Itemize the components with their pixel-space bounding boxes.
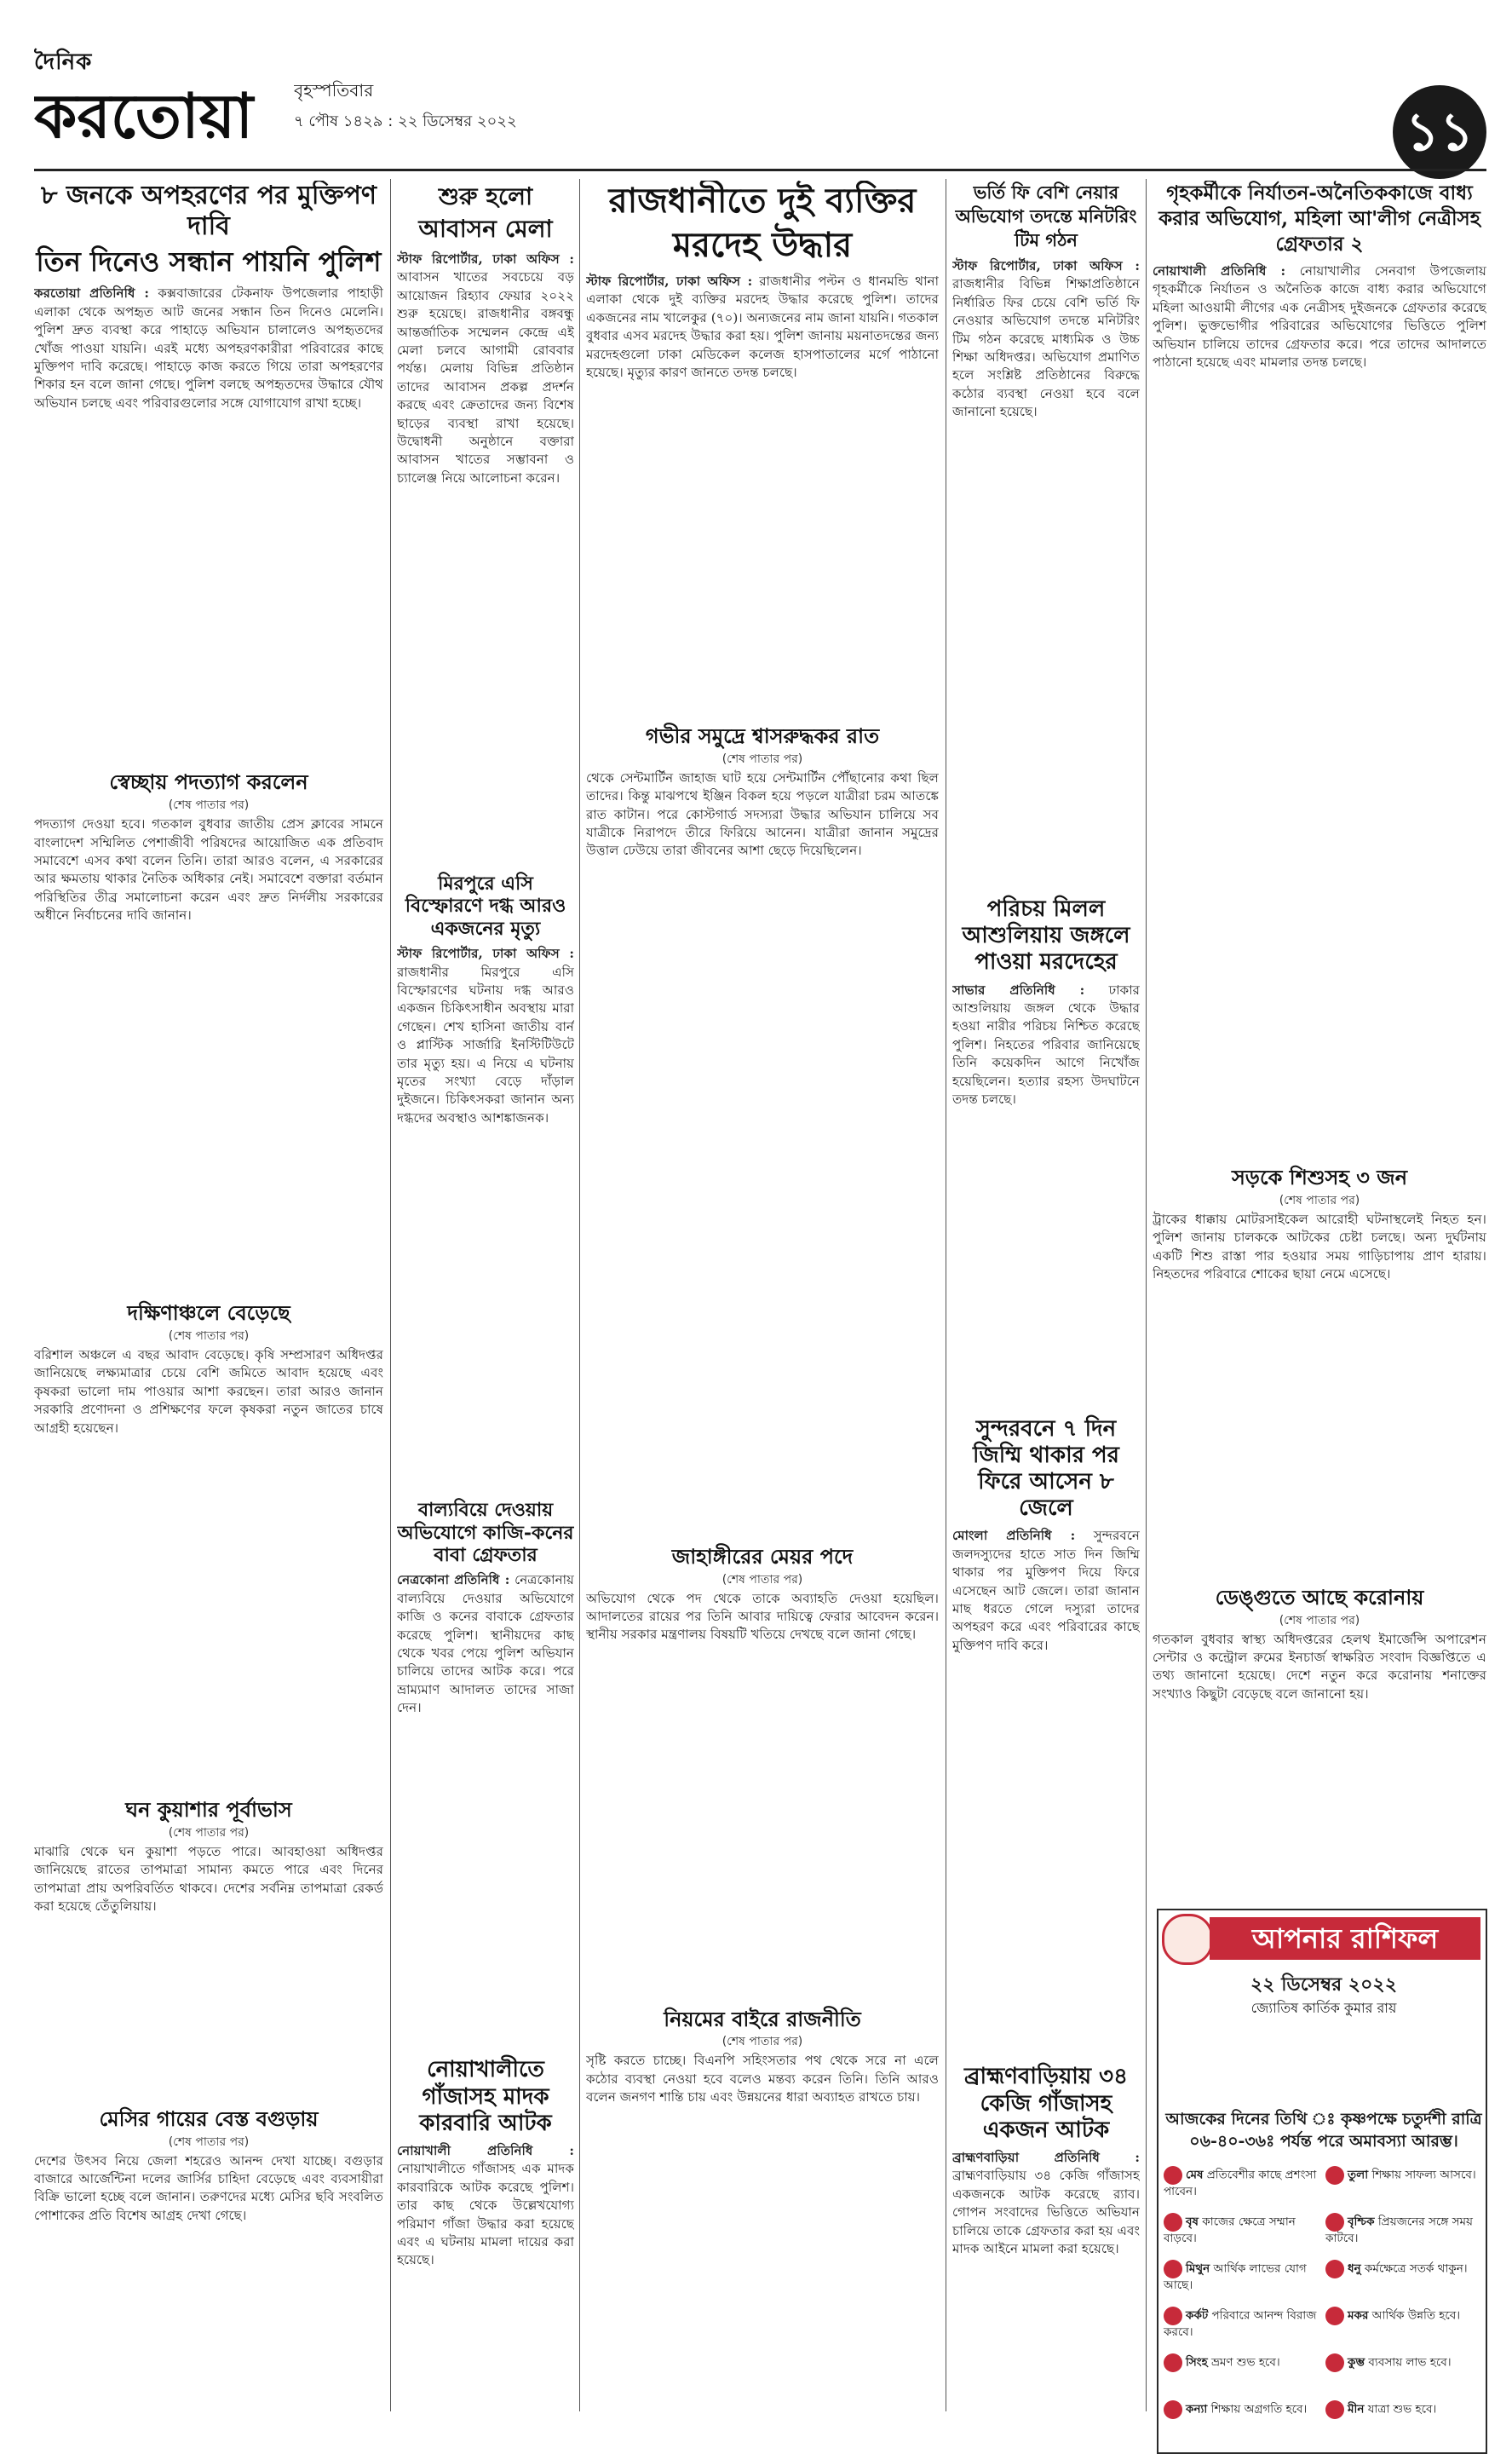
zodiac-sign-icon: [1164, 2353, 1182, 2372]
subhead: জাহাঙ্গীরের মেয়র পদে: [671, 1543, 854, 1569]
zodiac-sign-text: ভ্রমণ শুভ হবে।: [1207, 2355, 1280, 2370]
headline: তিন দিনেও সন্ধান পায়নি পুলিশ: [36, 245, 382, 278]
column-divider: [579, 179, 580, 2411]
article-torture: [1153, 181, 1486, 1902]
article-body: [952, 2149, 1140, 2353]
zodiac-sign-name: তুলা: [1348, 2168, 1369, 2182]
article-abduction: [34, 181, 383, 2413]
zodiac-sign-name: সিংহ: [1186, 2355, 1208, 2370]
zodiac-sign-icon: [1325, 2353, 1344, 2372]
article-body: [397, 2142, 574, 2364]
zodiac-sign-text: শিক্ষায় সাফল্য আসবে।: [1368, 2168, 1476, 2182]
article-body: দেশের উৎসব নিয়ে জেলা শহরেও আনন্দ দেখা যাচ্ছে। বগুড়ার বাজারে আর্জেন্টিনা দলের জার্সির চাহিদা বেড়েছে এবং ব্যবসায়ীরা বিক্রি ভালো হচ্ছে বলে জানান। তরুণদের মধ্যে মেসির ছবি সংবলিত পোশাকের প্রতি বিশেষ আগ্রহ দেখা গেছে।: [34, 2152, 383, 2223]
zodiac-sign-entry: [1164, 2260, 1322, 2293]
horoscope-author: জ্যোতিষ কার্তিক কুমার রায়: [1250, 2000, 1397, 2016]
zodiac-sign-text: ব্যবসায় লাভ হবে।: [1365, 2355, 1452, 2370]
zodiac-sign-name: মিথুন: [1186, 2261, 1210, 2276]
article-body: অভিযোগ থেকে পদ থেকে তাকে অব্যাহতি দেওয়া হয়েছিল। আদালতের রায়ের পর তিনি আবার দায়িত্বে ফেরার আবেদন করেন। স্থানীয় সরকার মন্ত্রণালয় বিষয়টি খতিয়ে দেখছে বলে জানা গেছে।: [586, 1590, 939, 1643]
continued-note: (শেষ পাতার পর): [168, 798, 250, 813]
zodiac-sign-name: ধনু: [1348, 2261, 1361, 2276]
zodiac-sign-name: মেষ: [1186, 2168, 1204, 2182]
headline: ৮ জনকে অপহরণের পর মুক্তিপণ দাবি: [40, 181, 377, 241]
zodiac-sign-text: প্রিয়জনের সঙ্গে সময় কাটবে।: [1325, 2215, 1473, 2245]
article-body: বরিশাল অঞ্চলে এ বছর আবাদ বেড়েছে। কৃষি সম্প্রসারণ অধিদপ্তর জানিয়েছে লক্ষ্যমাত্রার চেয়ে বেশি জমিতে আবাদ হয়েছে এবং কৃষকরা ভালো দাম পাওয়ার আশা করছেন। তারা আরও জানান সরকারি প্রণোদনা ও প্রশিক্ষণের ফলে কৃষকরা নতুন জাতের চাষে আগ্রহী হয়েছেন।: [34, 1346, 383, 1436]
headline: মরদেহ উদ্ধার: [672, 225, 853, 265]
date-line: ৭ পৌষ ১৪২৯ : ২২ ডিসেম্বর ২০২২: [294, 112, 517, 130]
subhead: সড়কে শিশুসহ ৩ জন: [1231, 1165, 1408, 1190]
headline: পরিচয় মিলল আশুলিয়ায় জঙ্গলে পাওয়া মরদেহের: [962, 896, 1130, 976]
subhead: ডেঙ্গুতে আছে করোনায়: [1215, 1584, 1424, 1610]
zodiac-sign-text: কর্মক্ষেত্রে সতর্ক থাকুন।: [1360, 2261, 1468, 2276]
zodiac-sign-entry: [1325, 2213, 1484, 2246]
zodiac-sign-entry: [1164, 2353, 1322, 2372]
article-body: [397, 251, 574, 864]
byline: নোয়াখালী প্রতিনিধি :: [1153, 263, 1286, 279]
article-body: মাঝারি থেকে ঘন কুয়াশা পড়তে পারে। আবহাওয়া অধিদপ্তর জানিয়েছে রাতের তাপমাত্রা সামান্য কমতে পারে এবং দিনের তাপমাত্রা প্রায় অপরিবর্তিত থাকবে। দেশের সর্বনিম্ন তাপমাত্রা রেকর্ড করা হয়েছে তেঁতুলিয়ায়।: [34, 1843, 383, 1914]
zodiac-sign-icon: [1325, 2213, 1344, 2232]
zodiac-sign-name: মীন: [1348, 2402, 1365, 2417]
zodiac-sign-icon: [1164, 2260, 1182, 2278]
article-body: [397, 945, 574, 1490]
continued-note: (শেষ পাতার পর): [168, 2134, 250, 2149]
zodiac-sign-icon: [1164, 2400, 1182, 2419]
zodiac-sign-entry: [1164, 2400, 1322, 2419]
zodiac-sign-name: কুম্ভ: [1348, 2355, 1365, 2370]
column-divider: [1146, 179, 1147, 2411]
zodiac-sign-icon: [1325, 2307, 1344, 2325]
article-body: [952, 982, 1140, 1408]
headline: সুন্দরবনে ৭ দিন জিম্মি থাকার পর ফিরে আসেন ৮ জেলে: [973, 1415, 1119, 1522]
subhead: নিয়মের বাইরে রাজনীতি: [664, 2006, 861, 2031]
continued-note: (শেষ পাতার পর): [168, 1328, 250, 1343]
continued-note: (শেষ পাতার পর): [722, 1572, 803, 1587]
article-fair: [397, 181, 574, 2413]
page-number: ১১: [1393, 85, 1486, 179]
article-body: [34, 285, 383, 762]
headline: গৃহকর্মীকে নির্যাতন-অনৈতিককাজে বাধ্য করার অভিযোগ, মহিলা আ'লীগ নেত্রীসহ গ্রেফতার ২: [1158, 181, 1480, 256]
article-body: ট্রাকের ধাক্কায় মোটরসাইকেল আরোহী ঘটনাস্থলেই নিহত হন। পুলিশ জানায় চালককে আটকের চেষ্টা চলছে। অন্য দুর্ঘটনায় একটি শিশু রাস্তা পার হওয়ার সময় গাড়িচাপায় প্রাণ হারায়। নিহতদের পরিবারে শোকের ছায়া নেমে এসেছে।: [1153, 1211, 1486, 1282]
headline: ব্রাহ্মণবাড়িয়ায় ৩৪ কেজি গাঁজাসহ একজন আটক: [964, 2064, 1128, 2143]
headline: শুরু হলো আবাসন মেলা: [418, 182, 553, 243]
body-text: সুন্দরবনে জলদস্যুদের হাতে সাত দিন জিম্মি থাকার পর মুক্তিপণ দিয়ে ফিরে এসেছেন আট জেলে। তারা জানান মাছ ধরতে গেলে দস্যুরা তাদের অপহরণ করে এবং পরিবারের কাছে মুক্তিপণ দাবি করে।: [952, 1528, 1140, 1653]
article-body: [952, 257, 1140, 888]
zodiac-sign-icon: [1325, 2400, 1344, 2419]
subhead: মেসির গায়ের বেস্ত বগুড়ায়: [99, 2105, 319, 2131]
weekday: বৃহস্পতিবার: [294, 80, 374, 101]
article-body: [586, 273, 939, 716]
headline: ভর্তি ফি বেশি নেয়ার অভিযোগ তদন্তে মনিটরিং টিম গঠন: [955, 181, 1137, 251]
subhead: স্বেচ্ছায় পদত্যাগ করলেন: [109, 769, 308, 795]
subhead: ঘন কুয়াশার পূর্বাভাস: [125, 1796, 292, 1822]
zodiac-sign-entry: [1164, 2213, 1322, 2246]
continued-note: (শেষ পাতার পর): [722, 752, 803, 766]
logo-small-text: দৈনিক: [34, 49, 93, 75]
subhead: দক্ষিণাঞ্চলে বেড়েছে: [127, 1300, 290, 1326]
body-text: ব্রাহ্মণবাড়িয়ায় ৩৪ কেজি গাঁজাসহ একজনকে আটক করেছে র‍্যাব। গোপন সংবাদের ভিত্তিতে অভিযান চালিয়ে তাকে গ্রেফতার করা হয় এবং মাদক আইনে মামলা করা হয়েছে।: [952, 2168, 1140, 2256]
zodiac-sign-icon: [1164, 2307, 1182, 2325]
zodiac-sign-text: আর্থিক উন্নতি হবে।: [1368, 2308, 1461, 2323]
zodiac-sign-text: প্রতিবেশীর কাছে প্রশংসা পাবেন।: [1164, 2168, 1317, 2198]
body-text: নোয়াখালীর সেনবাগ উপজেলায় গৃহকর্মীকে নির্যাতন ও অনৈতিক কাজে বাধ্য করার অভিযোগে মহিলা আওয়ামী লীগের এক নেত্রীসহ দুইজনকে গ্রেফতার করেছে পুলিশ। ভুক্তভোগীর পরিবারের অভিযোগের ভিত্তিতে পুলিশ অভিযান চালিয়ে তাদের গ্রেফতার করে। পরে তাদের আদালতে পাঠানো হয়েছে এবং মামলার তদন্ত চলছে।: [1153, 263, 1486, 371]
zodiac-sign-name: বৃষ: [1186, 2215, 1199, 2229]
continued-note: (শেষ পাতার পর): [168, 1825, 250, 1840]
byline: স্টাফ রিপোর্টার, ঢাকা অফিস :: [397, 946, 574, 962]
body-text: কক্সবাজারের টেকনাফ উপজেলার পাহাড়ী এলাকা থেকে অপহৃত আট জনের সন্ধান তিন দিনেও মেলেনি। পুলিশ দ্রুত ব্যবস্থা করে পাহাড়ে অভিযান চালালেও অপহৃতদের খোঁজ পাওয়া যায়নি। এরই মধ্যে অপহরণকারীরা পরিবারের কাছে মুক্তিপণ দাবি করেছে। পাহাড়ে কাজ করতে গিয়ে তারা অপহরণের শিকার হন বলে জানা গেছে। পুলিশ বলছে অপহৃতদের উদ্ধারে যৌথ অভিযান চলছে এবং পরিবারগুলোর সঙ্গে যোগাযোগ রাখা হচ্ছে।: [34, 285, 383, 411]
zodiac-sign-text: আর্থিক লাভের যোগ আছে।: [1164, 2261, 1307, 2292]
article-body: [397, 1571, 574, 2048]
zodiac-sign-name: কর্কট: [1186, 2308, 1209, 2323]
byline: স্টাফ রিপোর্টার, ঢাকা অফিস :: [586, 274, 753, 289]
zodiac-sign-entry: [1325, 2400, 1484, 2419]
body-text: রাজধানীর বিভিন্ন শিক্ষাপ্রতিষ্ঠানে নির্ধারিত ফির চেয়ে বেশি ভর্তি ফি নেওয়ার অভিযোগ তদন্তে মনিটরিং টিম গঠন করেছে মাধ্যমিক ও উচ্চ শিক্ষা অধিদপ্তর। অভিযোগ প্রমাণিত হলে সংশ্লিষ্ট প্রতিষ্ঠানের বিরুদ্ধে কঠোর ব্যবস্থা নেওয়া হবে বলে জানানো হয়েছে।: [952, 276, 1140, 420]
byline: ব্রাহ্মণবাড়িয়া প্রতিনিধি :: [952, 2149, 1140, 2165]
zodiac-sign-entry: [1164, 2166, 1322, 2199]
horoscope-title: আপনার রাশিফল: [1210, 1917, 1480, 1960]
subhead: গভীর সমুদ্রে শ্বাসরুদ্ধকর রাত: [645, 723, 880, 748]
masthead-rule: [34, 169, 1486, 171]
body-text: নোয়াখালীতে গাঁজাসহ এক মাদক কারবারিকে আটক করেছে পুলিশ। তার কাছ থেকে উল্লেখযোগ্য পরিমাণ গাঁজা উদ্ধার করা হয়েছে এবং এ ঘটনায় মামলা দায়ের করা হয়েছে।: [397, 2161, 574, 2268]
body-text: আবাসন খাতের সবচেয়ে বড় আয়োজন রিহ্যাব ফেয়ার ২০২২ শুরু হয়েছে। রাজধানীর বঙ্গবন্ধু আন্তর্জাতিক সম্মেলন কেন্দ্রে এই মেলা চলবে আগামী রোববার পর্যন্ত। মেলায় বিভিন্ন প্রতিষ্ঠান তাদের আবাসন প্রকল্প প্রদর্শন করছে এবং ক্রেতাদের জন্য বিশেষ ছাড়ের ব্যবস্থা রাখা হয়েছে। উদ্বোধনী অনুষ্ঠানে বক্তারা আবাসন খাতের সম্ভাবনা ও চ্যালেঞ্জ নিয়ে আলোচনা করেন।: [397, 269, 574, 486]
byline: স্টাফ রিপোর্টার, ঢাকা অফিস :: [952, 258, 1140, 274]
horoscope-date: ২২ ডিসেম্বর ২০২২: [1250, 1973, 1398, 1996]
headline: বাল্যবিয়ে দেওয়ায় অভিযোগে কাজি-কনের বাবা গ্রেফতার: [397, 1499, 574, 1566]
body-text: নেত্রকোনায় বাল্যবিয়ে দেওয়ার অভিযোগে কাজি ও কনের বাবাকে গ্রেফতার করেছে পুলিশ। স্থানীয়দের কাছ থেকে খবর পেয়ে পুলিশ অভিযান চালিয়ে তাদের আটক করে। পরে ভ্রাম্যমাণ আদালত তাদের সাজা দেন।: [397, 1572, 574, 1716]
body-text: রাজধানীর পল্টন ও ধানমন্ডি থানা এলাকা থেকে দুই ব্যক্তির মরদেহ উদ্ধার করেছে পুলিশ। তাদের একজনের নাম খালেকুর (৭০)। অন্যজনের নাম জানা যায়নি। গতকাল বুধবার এসব মরদেহ উদ্ধার করা হয়। পুলিশ জানায় ময়নাতদন্তের জন্য মরদেহগুলো ঢাকা মেডিকেল কলেজ হাসপাতালের মর্গে পাঠানো হয়েছে। মৃত্যুর কারণ জানতে তদন্ত চলছে।: [586, 274, 939, 381]
continued-note: (শেষ পাতার পর): [1279, 1193, 1360, 1207]
zodiac-sign-icon: [1164, 2213, 1182, 2232]
byline: সাভার প্রতিনিধি :: [952, 982, 1085, 998]
zodiac-sign-entry: [1325, 2353, 1484, 2372]
zodiac-sign-text: পরিবারে আনন্দ বিরাজ করবে।: [1164, 2308, 1317, 2339]
article-body: [1153, 262, 1486, 1157]
zodiac-sign-entry: [1164, 2307, 1322, 2340]
continued-note: (শেষ পাতার পর): [722, 2035, 803, 2049]
headline: রাজধানীতে দুই ব্যক্তির: [608, 181, 917, 221]
article-body: [952, 1527, 1140, 2055]
article-body: পদত্যাগ দেওয়া হবে। গতকাল বুধবার জাতীয় প্রেস ক্লাবের সামনে বাংলাদেশ সম্মিলিত পেশাজীবী পরিষদের আয়োজিত এক প্রতিবাদ সমাবেশে এসব কথা বলেন তিনি। তারা আরও বলেন, এ সরকারের আর ক্ষমতায় থাকার নৈতিক অধিকার নেই। সমাবেশে বক্তারা বর্তমান পরিস্থিতির তীব্র সমালোচনা করেন এবং দ্রুত নির্দলীয় সরকারের অধীনে নির্বাচনের দাবি জানান।: [34, 816, 383, 924]
headline: মিরপুরে এসি বিস্ফোরণে দগ্ধ আরও একজনের মৃত্যু: [405, 873, 566, 940]
article-body: সৃষ্টি করতে চাচ্ছে। বিএনপি সহিংসতার পথ থেকে সরে না এলে কঠোর ব্যবস্থা নেওয়া হবে বলেও মন্তব্য করেন তিনি। তিনি আরও বলেন জনগণ শান্তি চায় এবং উন্নয়নের ধারা অব্যাহত রাখতে চায়।: [586, 2053, 939, 2105]
article-body: গতকাল বুধবার স্বাস্থ্য অধিদপ্তরের হেলথ ইমার্জেন্সি অপারেশন সেন্টার ও কন্ট্রোল রুমের ইনচার্জ স্বাক্ষরিত সংবাদ বিজ্ঞপ্তিতে এ তথ্য জানানো হয়েছে। দেশে নতুন করে করোনায় শনাক্তের সংখ্যাও কিছুটা বেড়েছে বলে জানানো হয়।: [1153, 1631, 1486, 1702]
zodiac-sign-entry: [1325, 2166, 1484, 2185]
horoscope-box: [1157, 1909, 1487, 2454]
zodiac-sign-text: শিক্ষায় অগ্রগতি হবে।: [1207, 2402, 1308, 2417]
zodiac-wheel-icon: [1162, 1914, 1213, 1965]
zodiac-sign-icon: [1325, 2260, 1344, 2278]
byline: নোয়াখালী প্রতিনিধি :: [397, 2142, 574, 2158]
article-fees: [952, 181, 1140, 2413]
byline: স্টাফ রিপোর্টার, ঢাকা অফিস :: [397, 251, 574, 267]
zodiac-sign-text: কাজের ক্ষেত্রে সম্মান বাড়বে।: [1164, 2215, 1296, 2245]
byline: করতোয়া প্রতিনিধি :: [34, 285, 149, 302]
tithi-line: আজকের দিনের তিথি ঃ কৃষ্ণপক্ষে চতুর্দশী রাত্রি ০৬-৪০-৩৬ঃ পর্যন্ত পরে অমাবস্যা আরম্ভ।: [1165, 2110, 1482, 2151]
column-divider: [390, 179, 391, 2411]
zodiac-sign-name: কন্যা: [1186, 2402, 1208, 2417]
zodiac-sign-text: যাত্রা শুভ হবে।: [1364, 2402, 1437, 2417]
zodiac-sign-icon: [1164, 2166, 1182, 2185]
zodiac-sign-name: মকর: [1348, 2308, 1369, 2323]
zodiac-sign-name: বৃশ্চিক: [1348, 2215, 1375, 2229]
article-body: থেকে সেন্টমার্টিন জাহাজ ঘাট হয়ে সেন্টমার্টিন পৌঁছানোর কথা ছিল তাদের। কিন্তু মাঝপথে ইঞ্জিন বিকল হয়ে পড়লে যাত্রীরা চরম আতঙ্কে রাত কাটান। পরে কোস্টগার্ড সদস্যরা উদ্ধার অভিযান চালিয়ে সব যাত্রীকে নিরাপদে তীরে ফিরিয়ে আনেন। যাত্রীরা জানান সমুদ্রের উত্তাল ঢেউয়ে তারা জীবনের আশা ছেড়ে দিয়েছিলেন।: [586, 769, 939, 859]
zodiac-sign-entry: [1325, 2260, 1484, 2278]
article-bodies: [586, 181, 939, 2413]
body-text: ঢাকার আশুলিয়ায় জঙ্গল থেকে উদ্ধার হওয়া নারীর পরিচয় নিশ্চিত করেছে পুলিশ। নিহতের পরিবার জানিয়েছে তিনি কয়েকদিন আগে নিখোঁজ হয়েছিলেন। হত্যার রহস্য উদঘাটনে তদন্ত চলছে।: [952, 982, 1140, 1107]
logo-title: করতোয়া: [34, 79, 254, 152]
body-text: রাজধানীর মিরপুরে এসি বিস্ফোরণের ঘটনায় দগ্ধ আরও একজন চিকিৎসাধীন অবস্থায় মারা গেছেন। শেখ হাসিনা জাতীয় বার্ন ও প্লাস্টিক সার্জারি ইনস্টিটিউটে তার মৃত্যু হয়। এ নিয়ে এ ঘটনায় মৃতের সংখ্যা বেড়ে দাঁড়াল দুইজনে। চিকিৎসকরা জানান অন্য দগ্ধদের অবস্থাও আশঙ্কাজনক।: [397, 964, 574, 1126]
byline: মোংলা প্রতিনিধি :: [952, 1528, 1076, 1544]
continued-note: (শেষ পাতার পর): [1279, 1613, 1360, 1627]
zodiac-sign-icon: [1325, 2166, 1344, 2185]
headline: নোয়াখালীতে গাঁজাসহ মাদক কারবারি আটক: [419, 2057, 552, 2136]
newspaper-logo: [34, 44, 273, 164]
zodiac-sign-entry: [1325, 2307, 1484, 2325]
byline: নেত্রকোনা প্রতিনিধি :: [397, 1572, 510, 1588]
